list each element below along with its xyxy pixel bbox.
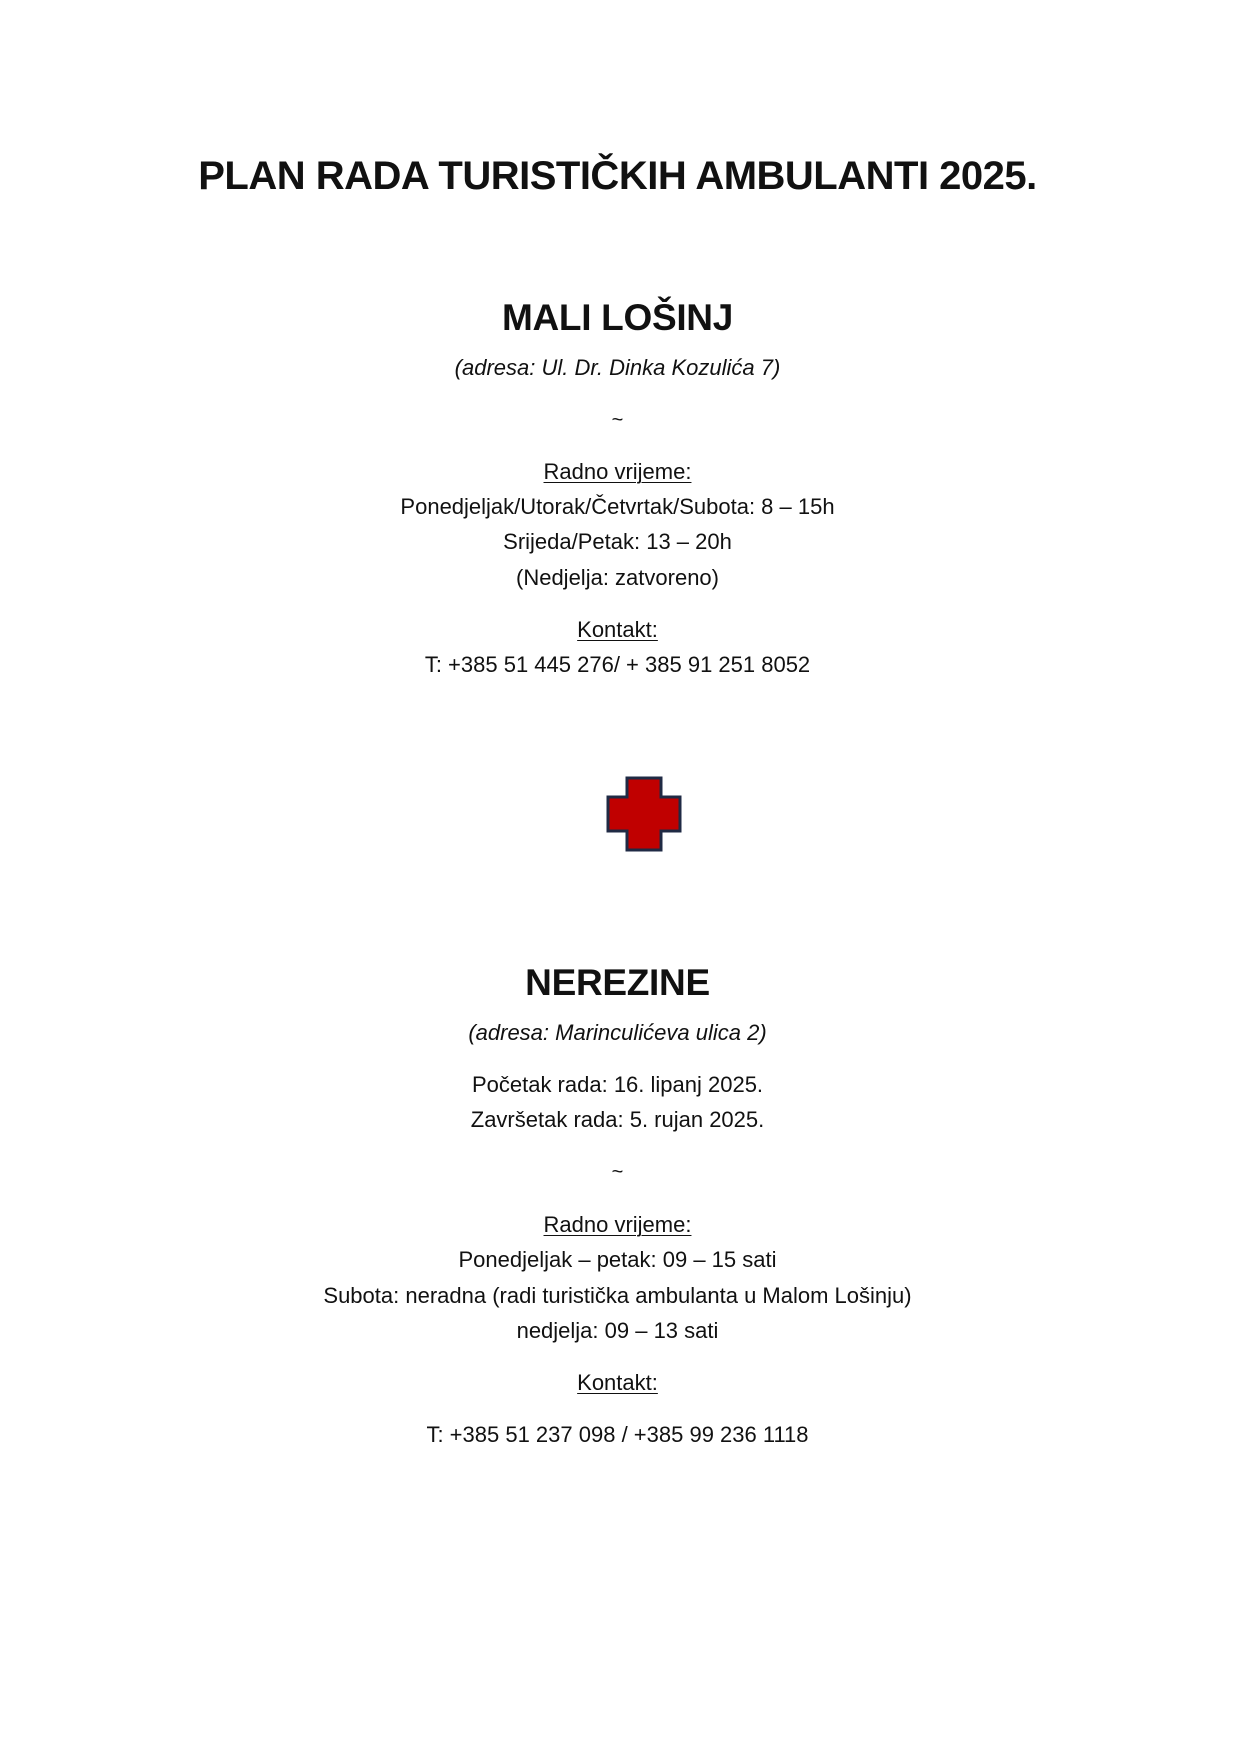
hours-line-1-nerezine: Ponedjeljak – petak: 09 – 15 sati	[458, 1247, 777, 1272]
address-nerezine: (adresa: Marinculićeva ulica 2)	[468, 1020, 767, 1045]
page-title: PLAN RADA TURISTIČKIH AMBULANTI 2025.	[198, 154, 1037, 198]
hours-line-2-mali-losinj: Srijeda/Petak: 13 – 20h	[503, 529, 732, 554]
hours-line-3-nerezine: nedjelja: 09 – 13 sati	[516, 1318, 719, 1343]
hours-label-nerezine: Radno vrijeme:	[543, 1212, 692, 1237]
hours-line-2-nerezine: Subota: neradna (radi turistička ambulanta u Malom Lošinju)	[323, 1283, 912, 1308]
contact-phone-mali-losinj: T: +385 51 445 276/ + 385 91 251 8052	[424, 652, 811, 677]
season-start-nerezine: Početak rada: 16. lipanj 2025.	[471, 1072, 764, 1097]
hours-line-1-mali-losinj: Ponedjeljak/Utorak/Četvrtak/Subota: 8 – 15h	[400, 494, 835, 519]
hours-line-3-mali-losinj: (Nedjelja: zatvoreno)	[516, 565, 719, 590]
contact-label-nerezine: Kontakt:	[577, 1370, 658, 1395]
hours-label-mali-losinj: Radno vrijeme:	[543, 459, 692, 484]
medical-cross-svg	[606, 776, 682, 852]
contact-label-mali-losinj: Kontakt:	[577, 617, 658, 642]
contact-phone-nerezine: T: +385 51 237 098 / +385 99 236 1118	[426, 1422, 809, 1447]
location-heading-nerezine: NEREZINE	[525, 962, 710, 1003]
separator-tilde: ~	[611, 409, 624, 431]
address-mali-losinj: (adresa: Ul. Dr. Dinka Kozulića 7)	[454, 355, 781, 380]
separator-tilde: ~	[611, 1161, 624, 1183]
season-end-nerezine: Završetak rada: 5. rujan 2025.	[470, 1107, 765, 1132]
medical-cross-shape	[608, 778, 680, 850]
location-heading-mali-losinj: MALI LOŠINJ	[501, 297, 734, 338]
medical-cross-icon	[606, 776, 682, 852]
